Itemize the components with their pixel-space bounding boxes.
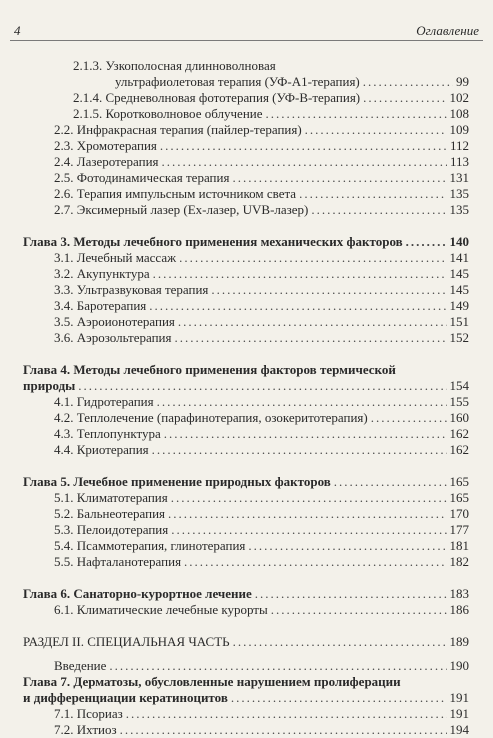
toc-entry-page: 113 [449,154,469,169]
toc-entry-page: 131 [449,170,469,185]
spacer [0,458,493,474]
toc-entry-page: 162 [449,426,469,441]
leader-dots [164,426,447,442]
toc-entry-page: 162 [449,442,469,457]
toc-entry [0,202,493,218]
toc-entry-page: 155 [449,394,469,409]
page-header [10,18,483,41]
toc-entry [0,250,493,266]
toc-entry [0,154,493,170]
toc-entry-title: 3.1. Лечебный массаж [54,250,177,265]
toc-entry-title: 2.5. Фотодинамическая терапия [54,170,230,185]
toc-entry [0,266,493,282]
toc-entry-page: 109 [449,122,469,137]
spacer [0,650,493,658]
leader-dots [149,298,446,314]
toc-chapter [0,474,493,490]
toc-entry-title: 6.1. Климатические лечебные курорты [54,602,268,617]
spacer [0,218,493,234]
toc-entry-title: ультрафиолетовая терапия (УФ-А1-терапия) [115,74,360,89]
toc-entry-page: 165 [449,490,469,505]
toc-entry-title: 7.1. Псориаз [54,706,123,721]
leader-dots [168,506,446,522]
toc-entry [0,706,493,722]
toc-entry-title: 5.3. Пелоидотерапия [54,522,169,537]
toc-entry [0,658,493,674]
toc-entry-page: 145 [449,282,469,297]
toc-entry-title: Введение [54,658,107,673]
toc-entry-page: 152 [449,330,469,345]
leader-dots [363,90,446,106]
toc-entry [0,394,493,410]
toc-entry-page: 145 [449,266,469,281]
toc-entry [0,506,493,522]
toc-chapter [0,378,493,394]
toc-entry [0,538,493,554]
toc-entry [0,298,493,314]
toc-entry-page: 181 [449,538,469,553]
toc-entry [0,490,493,506]
toc-entry-page: 186 [449,602,469,617]
leader-dots [120,722,447,738]
toc-entry-title: 4.1. Гидротерапия [54,394,154,409]
toc-entry-title: 7.2. Ихтиоз [54,722,117,737]
toc-chapter-page: 191 [449,690,469,705]
toc-entry-title: 5.4. Псаммотерапия, глинотерапия [54,538,246,553]
toc-entry-title: 2.6. Терапия импульсным источником света [54,186,297,201]
leader-dots [232,170,446,186]
toc-entry-page: 108 [449,106,469,121]
toc-entry-page: 112 [449,138,469,153]
toc-chapter [0,234,493,250]
toc-entry [0,554,493,570]
running-title: Оглавление [416,23,479,38]
leader-dots [299,186,446,202]
toc-section-title: РАЗДЕЛ II. СПЕЦИАЛЬНАЯ ЧАСТЬ [23,634,230,649]
leader-dots [174,330,446,346]
leader-dots [305,122,447,138]
leader-dots [211,282,446,298]
toc-chapter-page: 140 [449,234,469,249]
toc-chapter [0,674,493,690]
leader-dots [406,234,447,250]
leader-dots [152,442,447,458]
toc-section [0,634,493,650]
page-number: 4 [14,23,21,38]
toc-entry-title: 2.3. Хромотерапия [54,138,157,153]
leader-dots [157,394,447,410]
leader-dots [78,378,446,394]
leader-dots [171,522,446,538]
toc-entry-page: 170 [449,506,469,521]
toc-entry [0,122,493,138]
toc-entry-title: 2.7. Эксимерный лазер (Ex-лазер, UVB-лазер) [54,202,309,217]
toc-section-page: 189 [449,634,469,649]
leader-dots [233,634,447,650]
leader-dots [126,706,447,722]
toc-entry-title: 3.4. Баротерапия [54,298,147,313]
toc-entry [0,722,493,738]
toc-chapter-page: 165 [449,474,469,489]
leader-dots [162,154,447,170]
toc-entry-page: 135 [449,186,469,201]
leader-dots [334,474,447,490]
toc-entry-title: 2.1.4. Средневолновая фототерапия (УФ-В-терапия) [73,90,361,105]
toc-entry-page: 191 [449,706,469,721]
toc-entry [0,138,493,154]
leader-dots [178,314,447,330]
spacer [0,346,493,362]
toc-entry [0,602,493,618]
toc-entry [0,282,493,298]
leader-dots [179,250,446,266]
toc-entry-page: 99 [456,74,469,89]
toc-chapter-title: Глава 5. Лечебное применение природных факторов [23,474,331,489]
toc-entry-title: 2.1.5. Коротковолновое облучение [73,106,263,121]
toc-entry [0,186,493,202]
toc-entry-title: 3.6. Аэрозольтерапия [54,330,172,345]
leader-dots [255,586,447,602]
toc-entry-title: 2.4. Лазеротерапия [54,154,159,169]
toc-chapter-page: 154 [449,378,469,393]
toc-chapter-title: Глава 6. Санаторно-курортное лечение [23,586,252,601]
toc-entry-title: 2.2. Инфракрасная терапия (пайлер-терапия) [54,122,302,137]
leader-dots [266,106,447,122]
toc-entry-title: 5.1. Климатотерапия [54,490,168,505]
toc-entry-title: 4.3. Теплопунктура [54,426,161,441]
leader-dots [271,602,447,618]
toc-entry-title: 5.5. Нафталанотерапия [54,554,182,569]
toc-entry [0,410,493,426]
spacer [0,570,493,586]
toc-entry-title: 3.5. Аэроионотерапия [54,314,175,329]
leader-dots [171,490,447,506]
toc-entry-title: 3.3. Ультразвуковая терапия [54,282,209,297]
toc-entry [0,426,493,442]
leader-dots [184,554,446,570]
toc-chapter-title: Глава 3. Методы лечебного применения механических факторов [23,234,403,249]
leader-dots [109,658,446,674]
toc-entry [0,106,493,122]
toc-entry [0,442,493,458]
toc-entry-page: 135 [449,202,469,217]
leader-dots [371,410,447,426]
toc-entry-page: 182 [449,554,469,569]
toc-entry-page: 177 [449,522,469,537]
leader-dots [248,538,446,554]
toc-chapter [0,586,493,602]
toc-entry [0,170,493,186]
toc-chapter-title: Глава 7. Дерматозы, обусловленные нарушением пролиферации [23,674,401,689]
toc-entry-title: 4.2. Теплолечение (парафинотерапия, озокеритотерапия) [54,410,368,425]
toc-chapter [0,362,493,378]
toc-chapter [0,690,493,706]
toc-entry-title: 4.4. Криотерапия [54,442,149,457]
toc-entry [0,90,493,106]
toc-entry [0,74,493,90]
toc-entry-page: 102 [449,90,469,105]
leader-dots [160,138,447,154]
table-of-contents [0,58,493,738]
toc-entry-page: 151 [449,314,469,329]
toc-entry [0,58,493,74]
toc-entry-page: 194 [449,722,469,737]
leader-dots [231,690,447,706]
leader-dots [363,74,453,90]
toc-entry-page: 160 [449,410,469,425]
toc-entry [0,522,493,538]
toc-entry-page: 141 [449,250,469,265]
toc-chapter-title: Глава 4. Методы лечебного применения факторов термической [23,362,396,377]
toc-entry-title: 5.2. Бальнеотерапия [54,506,166,521]
toc-chapter-page: 183 [449,586,469,601]
toc-entry-page: 190 [449,658,469,673]
leader-dots [311,202,446,218]
leader-dots [153,266,447,282]
toc-entry [0,314,493,330]
toc-chapter-title: природы [23,378,76,393]
toc-chapter-title: и дифференциации кератиноцитов [23,690,228,705]
toc-entry-title: 2.1.3. Узкополосная длинноволновая [73,58,276,73]
toc-entry-page: 149 [449,298,469,313]
spacer [0,618,493,634]
toc-entry-title: 3.2. Акупунктура [54,266,150,281]
toc-entry [0,330,493,346]
